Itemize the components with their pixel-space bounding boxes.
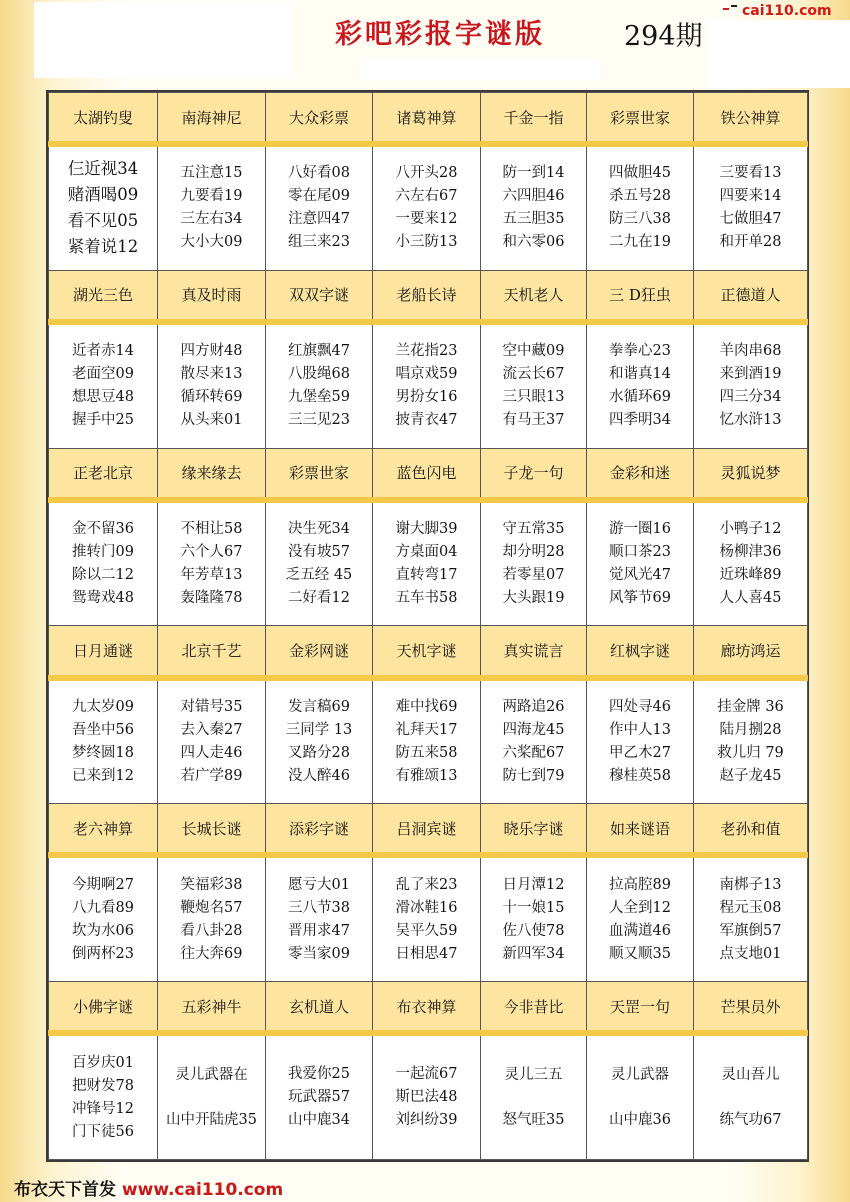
header-row: [49, 626, 808, 678]
riddle-line: 玩武器57: [288, 1089, 350, 1106]
riddle-line: 日相思47: [395, 945, 458, 962]
riddle-line: 近珠峰89: [719, 567, 782, 584]
riddle-line: 三三见23: [288, 412, 350, 429]
riddle-line: 梦终圆18: [72, 744, 134, 761]
riddle-line: 吴平久59: [395, 922, 458, 939]
riddle-line: 除以二12: [72, 567, 134, 584]
riddle-line: 和开单28: [719, 234, 782, 251]
riddle-line: 顺又顺35: [609, 945, 671, 962]
riddle-line: 今期啊27: [72, 876, 134, 893]
riddle-line: 看不见05: [67, 211, 139, 231]
column-header: 湖光三色: [49, 270, 158, 322]
column-header: 正德道人: [694, 270, 808, 322]
riddle-line: 新四军34: [502, 945, 565, 962]
riddle-line: 水循环69: [609, 389, 671, 406]
riddle-line: 羊肉串68: [719, 343, 782, 360]
riddle-line: 冲锋号12: [72, 1100, 134, 1117]
riddle-line: 防七到79: [502, 767, 565, 784]
riddle-cell: [373, 1033, 481, 1159]
column-header: 天机老人: [481, 270, 587, 322]
riddle-line: 没有坡57: [288, 544, 350, 561]
column-header: 太湖钓叟: [49, 93, 158, 145]
column-header: 诸葛神算: [373, 93, 481, 145]
riddle-line: 没人醉46: [288, 767, 350, 784]
riddle-line: 看八卦28: [180, 922, 243, 939]
header-row: [49, 982, 808, 1034]
column-header: 吕洞宾谜: [373, 804, 481, 856]
riddle-line: 谢大脚39: [395, 521, 458, 538]
riddle-cell: [49, 1033, 158, 1159]
riddle-cell: [266, 678, 373, 804]
riddle-line: 四要来14: [719, 188, 782, 205]
riddle-line: 往大奔69: [180, 945, 243, 962]
riddle-line: 空中藏09: [502, 343, 565, 360]
issue-number: 294期: [624, 21, 703, 52]
riddle-cell: [694, 322, 808, 448]
riddle-line: 散尽来13: [180, 366, 243, 383]
riddle-line: 小三防13: [395, 234, 458, 251]
header-row: [49, 448, 808, 500]
riddle-cell: [694, 500, 808, 626]
riddle-line: 兰花指23: [395, 343, 458, 360]
site-logo[interactable]: cai110.com: [742, 3, 832, 19]
column-header: 灵狐说梦: [694, 448, 808, 500]
riddle-line: 日月潭12: [502, 876, 565, 893]
riddle-cell: [373, 500, 481, 626]
column-header: 老孙和值: [694, 804, 808, 856]
column-header: 玄机道人: [266, 982, 373, 1034]
riddle-line: 去入秦27: [180, 721, 243, 738]
riddle-line: 六桨配67: [502, 744, 565, 761]
riddle-cell: [694, 678, 808, 804]
page-title: 彩吧彩报字谜版: [335, 19, 545, 50]
column-header: 天罡一句: [587, 982, 694, 1034]
column-header: 子龙一句: [481, 448, 587, 500]
riddle-cell: [49, 144, 158, 270]
column-header: 芒果员外: [694, 982, 808, 1034]
riddle-line: 六四胆46: [502, 188, 565, 205]
content-row: [49, 1033, 808, 1159]
riddle-cell: [158, 322, 266, 448]
column-header: 真及时雨: [158, 270, 266, 322]
riddle-line: 山中鹿36: [609, 1111, 671, 1128]
riddle-line: 五车书58: [395, 590, 458, 607]
riddle-cell: [694, 1033, 808, 1159]
riddle-line: 金不留36: [72, 521, 134, 538]
riddle-cell: [266, 144, 373, 270]
riddle-line: 发言稿69: [288, 698, 350, 715]
riddle-line: 注意四47: [288, 211, 350, 228]
column-header: 布衣神算: [373, 982, 481, 1034]
riddle-line: 大头跟19: [502, 590, 565, 607]
riddle-line: 鞭炮名57: [180, 899, 243, 916]
riddle-table: [48, 92, 808, 1160]
riddle-line: 老面空09: [72, 366, 134, 383]
content-row: [49, 144, 808, 270]
column-header: 老六神算: [49, 804, 158, 856]
riddle-line: 拉高腔89: [609, 876, 671, 893]
riddle-line: 四做胆45: [609, 165, 671, 182]
riddle-line: 二九在19: [609, 234, 671, 251]
blank-banner-right: [706, 20, 850, 88]
riddle-line: 八开头28: [395, 165, 458, 182]
riddle-line: 六个人67: [180, 544, 243, 561]
riddle-line: 风筝节69: [609, 590, 671, 607]
riddle-cell: [49, 855, 158, 981]
column-header: 天机字谜: [373, 626, 481, 678]
riddle-cell: [481, 678, 587, 804]
riddle-line: 和六零06: [502, 234, 565, 251]
logo-icon: [722, 2, 738, 18]
riddle-line: 我爱你25: [288, 1066, 350, 1083]
riddle-line: 南梆子13: [719, 876, 782, 893]
riddle-line: 程元玉08: [719, 899, 782, 916]
header-row: [49, 804, 808, 856]
riddle-line: 想思豆48: [72, 389, 134, 406]
footer-brand: 布衣天下首发: [14, 1180, 116, 1200]
riddle-cell: [158, 144, 266, 270]
column-header: 长城长谜: [158, 804, 266, 856]
riddle-line: 灵儿武器在: [175, 1066, 248, 1083]
riddle-line: 四季明34: [609, 412, 671, 429]
riddle-line: 觉风光47: [609, 567, 671, 584]
riddle-cell: [587, 144, 694, 270]
column-header: 缘来缘去: [158, 448, 266, 500]
column-header: 彩票世家: [266, 448, 373, 500]
column-header: 廊坊鸿运: [694, 626, 808, 678]
riddle-line: 笑福彩38: [180, 876, 243, 893]
riddle-line: 推转门09: [72, 544, 134, 561]
riddle-line: 倒两杯23: [72, 945, 134, 962]
riddle-line: 已来到12: [72, 767, 134, 784]
content-row: [49, 678, 808, 804]
riddle-cell: [266, 855, 373, 981]
column-header: 日月通谜: [49, 626, 158, 678]
riddle-line: 吾坐中56: [72, 721, 134, 738]
riddle-line: 从头来01: [180, 412, 243, 429]
riddle-line: 守五常35: [502, 521, 565, 538]
column-header: 千金一指: [481, 93, 587, 145]
column-header: 彩票世家: [587, 93, 694, 145]
riddle-line: 四方财48: [180, 343, 243, 360]
riddle-cell: [49, 678, 158, 804]
riddle-line: 赌酒喝09: [67, 185, 139, 205]
riddle-line: 若零星07: [502, 567, 565, 584]
column-header: 真实谎言: [481, 626, 587, 678]
riddle-line: 轰隆隆78: [180, 590, 243, 607]
riddle-line: 近者赤14: [72, 343, 134, 360]
column-header: 金彩网谜: [266, 626, 373, 678]
riddle-line: 和谐真14: [609, 366, 671, 383]
riddle-line: 仨近视34: [67, 159, 139, 179]
riddle-line: 大小大09: [180, 234, 243, 251]
riddle-line: 斯巴法48: [395, 1089, 458, 1106]
riddle-line: 血满道46: [609, 922, 671, 939]
riddle-line: 四海龙45: [502, 721, 565, 738]
riddle-line: 挂金牌 36: [717, 698, 784, 715]
riddle-cell: [158, 855, 266, 981]
riddle-line: 零当家09: [288, 945, 350, 962]
riddle-line: 防三八38: [609, 211, 671, 228]
riddle-line: 作中人13: [609, 721, 671, 738]
riddle-line: 九太岁09: [72, 698, 134, 715]
column-header: 红枫字谜: [587, 626, 694, 678]
column-header: 晓乐字谜: [481, 804, 587, 856]
riddle-cell: [587, 855, 694, 981]
riddle-cell: [266, 322, 373, 448]
riddle-line: 顺口茶23: [609, 544, 671, 561]
riddle-line: 零在尾09: [288, 188, 350, 205]
column-header: 如来谜语: [587, 804, 694, 856]
content-row: [49, 855, 808, 981]
riddle-line: 陆月捌28: [719, 721, 782, 738]
column-header: 添彩字谜: [266, 804, 373, 856]
riddle-cell: [373, 855, 481, 981]
riddle-line: 杨柳津36: [719, 544, 782, 561]
riddle-line: 佐八使78: [502, 922, 565, 939]
riddle-grid: [46, 90, 809, 1162]
column-header: 大众彩票: [266, 93, 373, 145]
content-row: [49, 500, 808, 626]
riddle-line: 人人喜45: [719, 590, 782, 607]
riddle-line: 七做胆47: [719, 211, 782, 228]
riddle-line: 却分明28: [502, 544, 565, 561]
riddle-line: 滑冰鞋16: [395, 899, 458, 916]
footer-url[interactable]: www.cai110.com: [121, 1180, 284, 1200]
riddle-cell: [373, 144, 481, 270]
riddle-line: 一要来12: [395, 211, 458, 228]
riddle-line: 五注意15: [180, 165, 243, 182]
blank-banner-left: [34, 2, 292, 78]
riddle-line: 刘纠纷39: [395, 1112, 458, 1129]
riddle-line: 人全到12: [609, 899, 671, 916]
riddle-line: 九堡垒59: [288, 389, 350, 406]
riddle-line: 叉路分28: [288, 744, 350, 761]
riddle-cell: [373, 678, 481, 804]
riddle-cell: [587, 500, 694, 626]
riddle-line: 鸳鸯戏48: [72, 590, 134, 607]
riddle-line: 甲乙木27: [609, 744, 671, 761]
riddle-cell: [49, 322, 158, 448]
riddle-line: 军旗倒57: [719, 922, 782, 939]
riddle-line: 门下徒56: [72, 1123, 134, 1140]
riddle-line: 点支地01: [719, 945, 782, 962]
column-header: 五彩神牛: [158, 982, 266, 1034]
riddle-line: 唱京戏59: [395, 366, 458, 383]
riddle-line: 四三分34: [719, 389, 782, 406]
riddle-cell: [481, 322, 587, 448]
column-header: 蓝色闪电: [373, 448, 481, 500]
header-row: [49, 93, 808, 145]
header-row: [49, 270, 808, 322]
column-header: 小佛字谜: [49, 982, 158, 1034]
column-header: 双双字谜: [266, 270, 373, 322]
riddle-line: 穆桂英58: [609, 767, 671, 784]
riddle-line: 百岁庆01: [72, 1054, 134, 1071]
riddle-line: 八好看08: [288, 165, 350, 182]
column-header: 三 D狂虫: [587, 270, 694, 322]
column-header: 南海神尼: [158, 93, 266, 145]
riddle-line: 游一圈16: [609, 521, 671, 538]
riddle-cell: [587, 322, 694, 448]
riddle-line: 对错号35: [180, 698, 243, 715]
riddle-line: 愿亏大01: [288, 876, 350, 893]
column-header: 正老北京: [49, 448, 158, 500]
riddle-line: 组三来23: [288, 234, 350, 251]
riddle-line: 怒气旺35: [502, 1111, 565, 1128]
riddle-cell: [158, 678, 266, 804]
riddle-line: 晋用求47: [288, 922, 350, 939]
riddle-cell: [266, 1033, 373, 1159]
riddle-line: 拳拳心23: [609, 343, 671, 360]
riddle-line: 练气功67: [719, 1111, 782, 1128]
riddle-line: 五三胆35: [502, 211, 565, 228]
riddle-line: 一起流67: [395, 1066, 458, 1083]
riddle-cell: [694, 855, 808, 981]
riddle-line: 灵山吾儿: [721, 1066, 780, 1083]
riddle-line: 小鸭子12: [719, 521, 782, 538]
riddle-line: 二好看12: [288, 590, 350, 607]
riddle-line: 不相让58: [180, 521, 243, 538]
riddle-line: 四处寻46: [609, 698, 671, 715]
riddle-line: 四人走46: [180, 744, 243, 761]
riddle-line: 披青衣47: [395, 412, 458, 429]
riddle-line: 握手中25: [72, 412, 134, 429]
riddle-line: 山中鹿34: [288, 1112, 350, 1129]
riddle-line: 杀五号28: [609, 188, 671, 205]
column-header: 老船长诗: [373, 270, 481, 322]
riddle-line: 来到酒19: [719, 366, 782, 383]
riddle-line: 有雅颂13: [395, 767, 458, 784]
riddle-line: 三要看13: [719, 165, 782, 182]
riddle-line: 八股绳68: [288, 366, 350, 383]
riddle-line: 忆水浒13: [719, 412, 782, 429]
riddle-line: 红旗飘47: [288, 343, 350, 360]
riddle-line: 紧着说12: [67, 237, 139, 257]
blank-banner-center: [360, 60, 600, 80]
riddle-line: 灵儿武器: [611, 1066, 669, 1083]
riddle-line: 三同学 13: [285, 721, 353, 738]
column-header: 铁公神算: [694, 93, 808, 145]
riddle-line: 难中找69: [395, 698, 458, 715]
riddle-cell: [481, 855, 587, 981]
riddle-line: 三左右34: [180, 211, 243, 228]
riddle-line: 山中开陆虎35: [166, 1111, 257, 1128]
riddle-cell: [694, 144, 808, 270]
riddle-line: 坎为水06: [72, 922, 134, 939]
riddle-line: 男扮女16: [395, 389, 458, 406]
riddle-line: 六左右67: [395, 188, 458, 205]
riddle-line: 三只眼13: [502, 389, 565, 406]
riddle-line: 有马王37: [502, 412, 565, 429]
riddle-line: 灵儿三五: [504, 1066, 563, 1083]
riddle-line: 流云长67: [502, 366, 565, 383]
riddle-cell: [481, 144, 587, 270]
riddle-line: 赵子龙45: [719, 767, 782, 784]
riddle-line: 礼拜天17: [395, 721, 458, 738]
riddle-line: 直转弯17: [395, 567, 458, 584]
riddle-cell: [158, 1033, 266, 1159]
riddle-cell: [587, 678, 694, 804]
riddle-line: 防一到14: [502, 165, 565, 182]
riddle-line: 十一娘15: [502, 899, 565, 916]
riddle-line: 防五来58: [395, 744, 458, 761]
riddle-line: 两路追26: [502, 698, 565, 715]
riddle-cell: [266, 500, 373, 626]
riddle-line: 循环转69: [180, 389, 243, 406]
riddle-cell: [49, 500, 158, 626]
riddle-line: 若广学89: [180, 767, 243, 784]
riddle-cell: [373, 322, 481, 448]
riddle-line: 方桌面04: [395, 544, 458, 561]
riddle-line: 九要看19: [180, 188, 243, 205]
riddle-line: 年芳草13: [180, 567, 243, 584]
riddle-cell: [587, 1033, 694, 1159]
column-header: 今非昔比: [481, 982, 587, 1034]
riddle-cell: [481, 1033, 587, 1159]
riddle-line: 八九看89: [72, 899, 134, 916]
column-header: 北京千艺: [158, 626, 266, 678]
riddle-cell: [158, 500, 266, 626]
riddle-line: 把财发78: [72, 1077, 134, 1094]
riddle-line: 救儿归 79: [717, 744, 784, 761]
content-row: [49, 322, 808, 448]
riddle-line: 乏五经 45: [285, 567, 353, 584]
riddle-cell: [481, 500, 587, 626]
riddle-line: 乱了来23: [395, 876, 458, 893]
column-header: 金彩和迷: [587, 448, 694, 500]
footer: [14, 1175, 283, 1200]
riddle-line: 决生死34: [288, 521, 350, 538]
riddle-line: 三八节38: [288, 899, 350, 916]
